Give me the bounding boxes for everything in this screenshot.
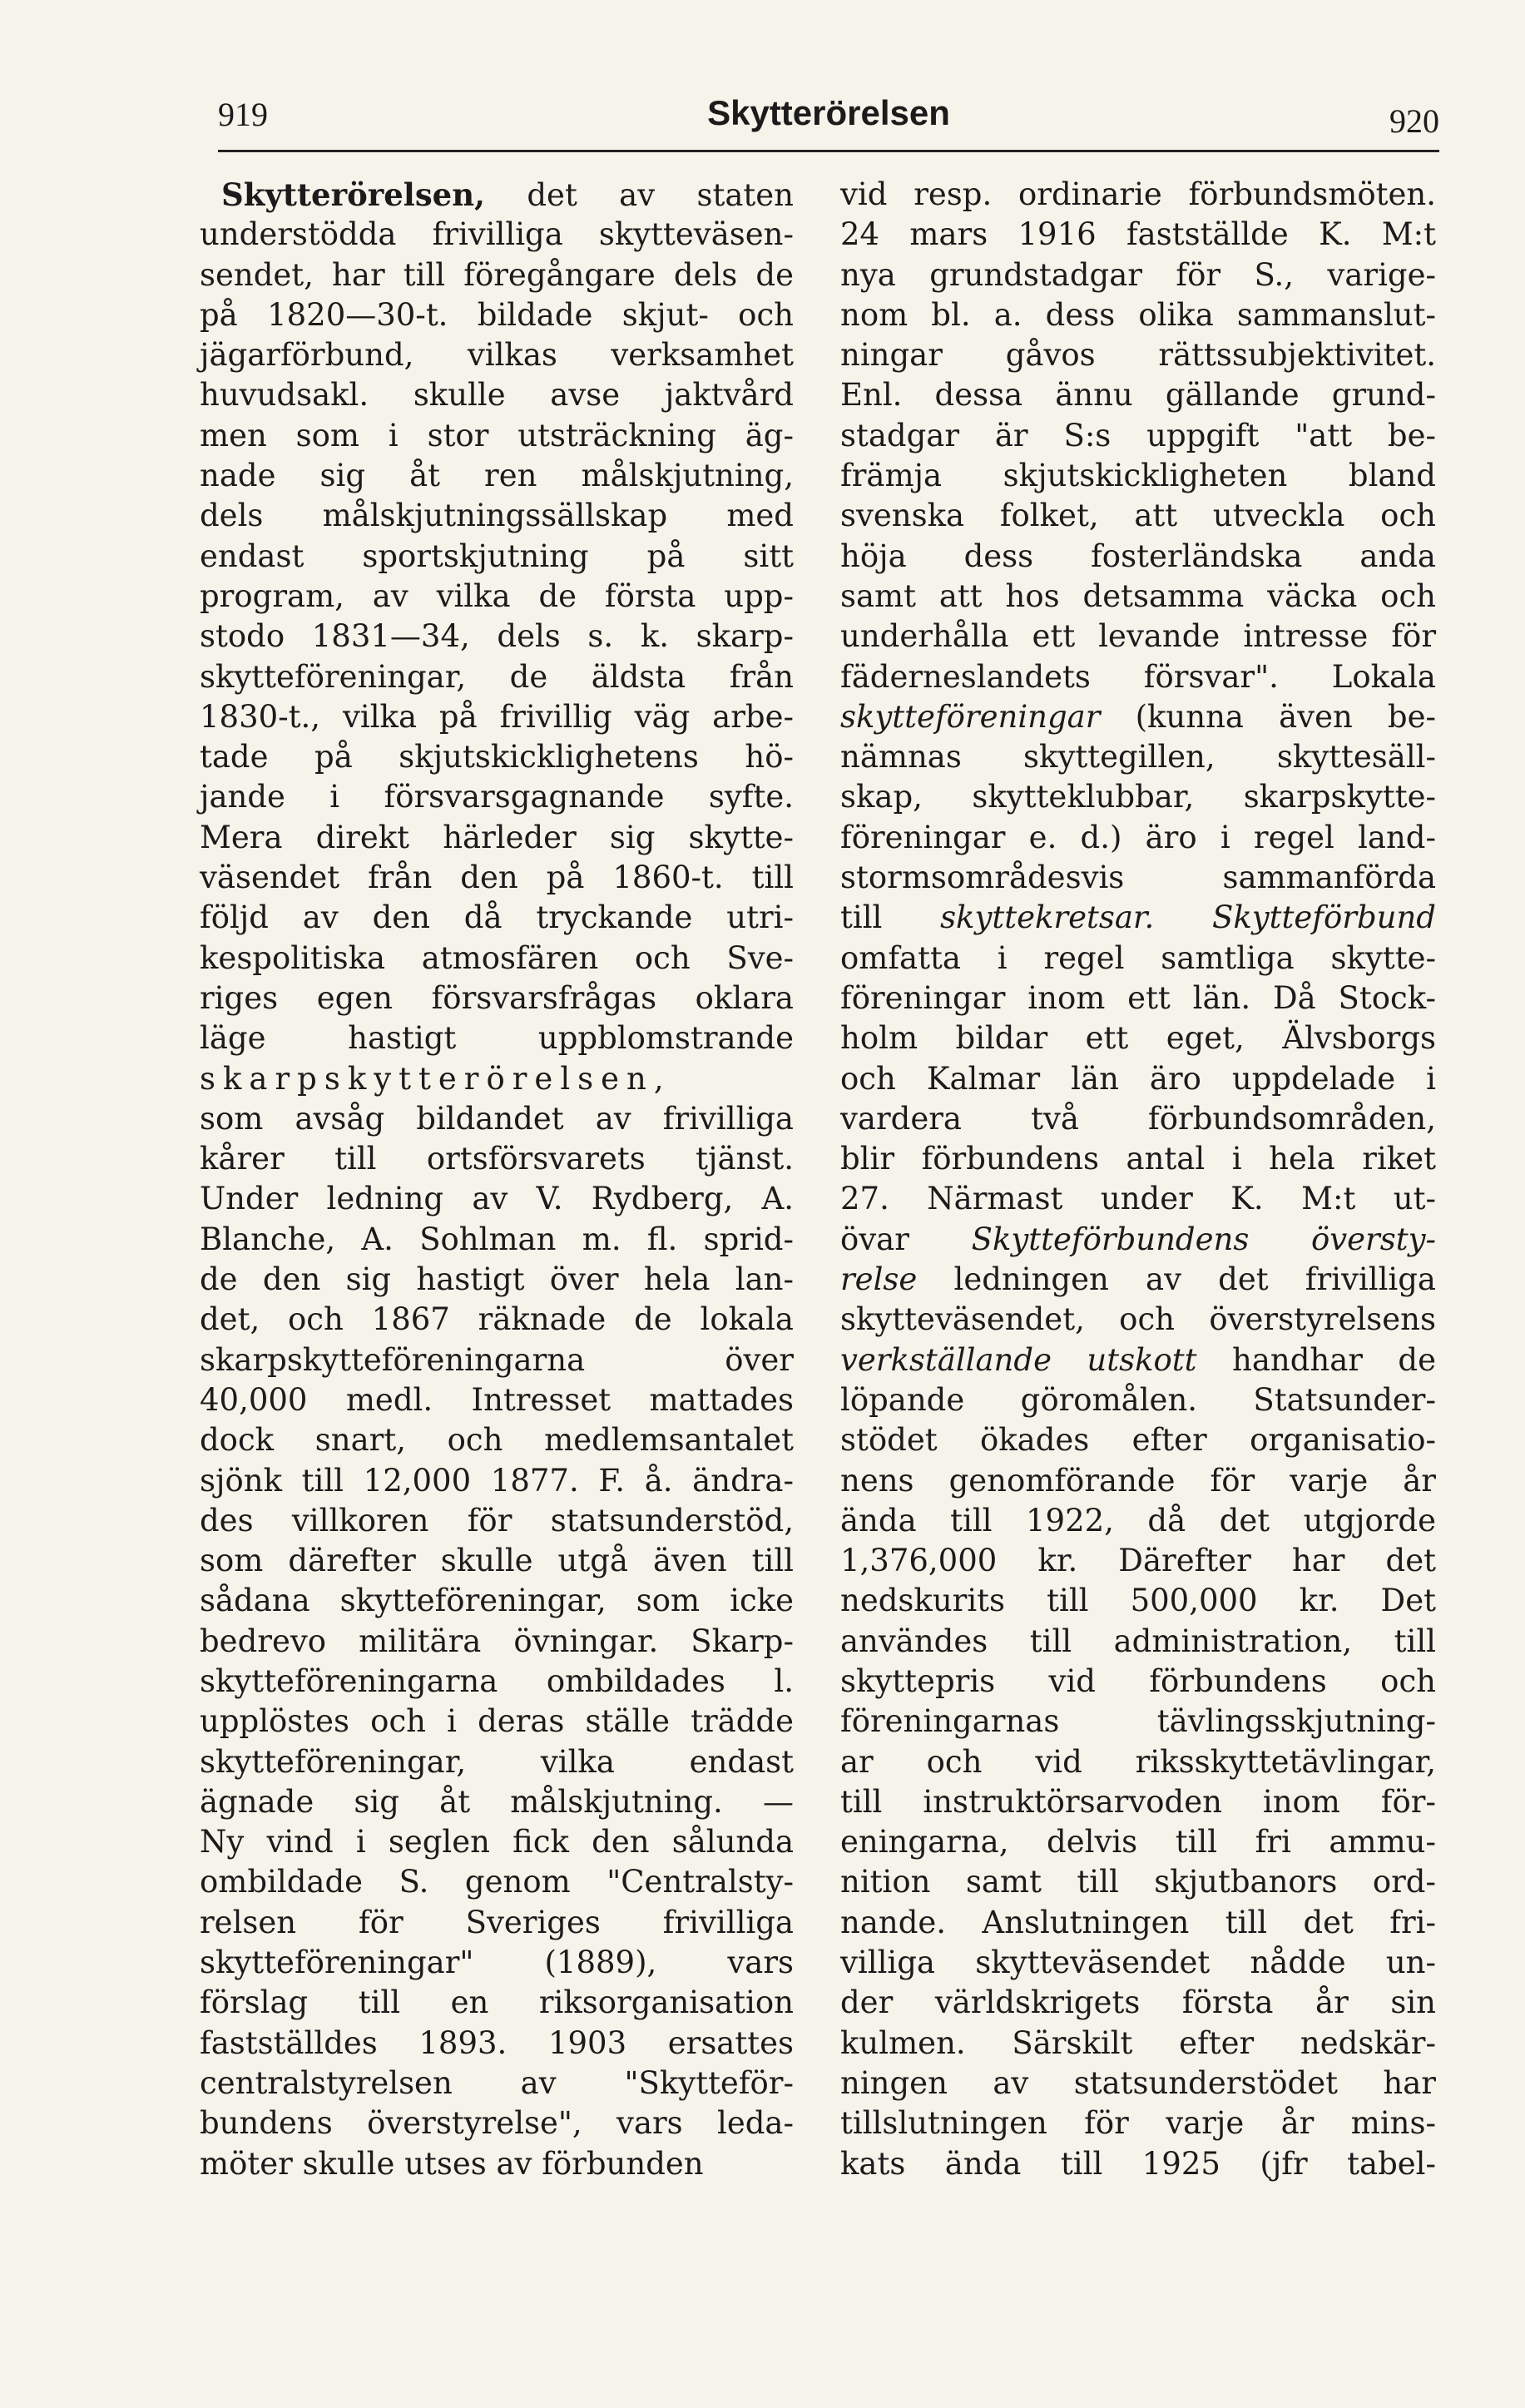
text-line: skytteväsendet, och överstyrelsens <box>840 1301 1436 1338</box>
text-line: svenska folket, att utveckla och <box>840 498 1436 534</box>
text-line: till skyttekretsar. Skytteförbund <box>840 899 1436 936</box>
text-line: kårer till ortsförsvarets tjänst. <box>200 1141 794 1177</box>
text-line: understödda frivilliga skytteväsen- <box>200 216 794 253</box>
header-rule <box>218 150 1439 152</box>
text-line: det, och 1867 räknade de lokala <box>200 1301 794 1338</box>
text-line: nom bl. a. dess olika sammanslut- <box>840 296 1436 333</box>
italic-term: verkställande utskott <box>840 1341 1197 1378</box>
text-line: fäderneslandets försvar". Lokala <box>840 658 1436 695</box>
italic-term: Skytteförbund <box>1212 899 1436 936</box>
text-line: skap, skytteklubbar, skarpskytte- <box>840 779 1436 815</box>
text-line: nya grundstadgar för S., varige- <box>840 256 1436 293</box>
text-line: underhålla ett levande intresse för <box>840 618 1436 655</box>
text-line: skarpskytterörelsen, <box>200 1060 671 1097</box>
text-line: nition samt till skjutbanors ord- <box>840 1864 1436 1900</box>
text-line: nande. Anslutningen till det fri- <box>840 1904 1436 1940</box>
italic-term: skyttekretsar. <box>940 899 1155 936</box>
text-line: sendet, har till föregångare dels de <box>200 256 794 293</box>
text-line: tade på skjutskicklighetens hö- <box>200 739 794 775</box>
italic-term: relse <box>840 1261 918 1298</box>
text-line: 1,376,000 kr. Därefter har det <box>840 1543 1436 1579</box>
text-line: omfatta i regel samtliga skytte- <box>840 939 1436 976</box>
text-line: följd av den då tryckande utri- <box>200 899 794 936</box>
text-line: fastställdes 1893. 1903 ersattes <box>200 2024 794 2061</box>
text-line: skytteföreningar (kunna även be- <box>840 698 1437 735</box>
text-line: som därefter skulle utgå även till <box>200 1543 794 1579</box>
text-line: skytteföreningar, de äldsta från <box>200 658 794 695</box>
text-line: stodo 1831—34, dels s. k. skarp- <box>200 618 794 655</box>
text-line: nämnas skyttegillen, skyttesäll- <box>840 739 1436 775</box>
text-line: de den sig hastigt över hela lan- <box>200 1261 794 1298</box>
text-line: jande i försvarsgagnande syfte. <box>200 779 794 815</box>
text-line: sådana skytteföreningar, som icke <box>200 1583 794 1619</box>
text-line: skytteföreningarna ombildades l. <box>200 1662 794 1699</box>
text-line: främja skjutskickligheten bland <box>840 458 1436 494</box>
text-line: riges egen försvarsfrågas oklara <box>200 979 794 1016</box>
text-line: på 1820—30-t. bildade skjut- och <box>200 296 794 333</box>
text-line: till instruktörsarvoden inom för- <box>840 1783 1436 1820</box>
text-line: Enl. dessa ännu gällande grund- <box>840 377 1436 414</box>
text-line: förslag till en riksorganisation <box>200 1984 794 2021</box>
text-line: Ny vind i seglen fick den sålunda <box>200 1824 794 1861</box>
text-line: läge hastigt uppblomstrande <box>200 1020 794 1057</box>
left-column <box>200 175 794 2184</box>
text-line: löpande göromålen. Statsunder- <box>840 1381 1436 1418</box>
italic-term: Skytteförbundens översty- <box>971 1221 1436 1257</box>
text-line: ningar gåvos rättssubjektivitet. <box>840 337 1436 374</box>
text-line: användes till administration, till <box>840 1623 1436 1659</box>
text-line: endast sportskjutning på sitt <box>200 538 794 574</box>
text-line: centralstyrelsen av "Skytteför- <box>200 2064 794 2101</box>
text-line: möter skulle utses av förbunden <box>200 2145 704 2182</box>
text-line: ar och vid riksskyttetävlingar, <box>840 1743 1436 1780</box>
text-line: övar Skytteförbundens översty- <box>840 1221 1436 1257</box>
text-line: höja dess fosterländska anda <box>840 538 1436 574</box>
text-line: 40,000 medl. Intresset mattades <box>200 1381 794 1418</box>
text-line: Mera direkt härleder sig skytte- <box>200 819 794 855</box>
italic-term: skytteföreningar <box>840 698 1101 735</box>
text-line: bedrevo militära övningar. Skarp- <box>200 1623 794 1659</box>
text-line: nens genomförande för varje år <box>840 1462 1436 1499</box>
text-line: kulmen. Särskilt efter nedskär- <box>840 2024 1436 2061</box>
text-line: som avsåg bildandet av frivilliga <box>200 1100 794 1137</box>
text-line: skytteföreningar" (1889), vars <box>200 1945 794 1981</box>
text-line: relsen för Sveriges frivilliga <box>200 1904 794 1940</box>
page-header <box>218 83 1439 150</box>
text-line: skyttepris vid förbundens och <box>840 1662 1436 1699</box>
text-line: program, av vilka de första upp- <box>200 577 794 614</box>
text-line: dock snart, och medlemsantalet <box>200 1422 794 1459</box>
text-line: huvudsakl. skulle avse jaktvård <box>200 377 794 414</box>
text-line: dels målskjutningssällskap med <box>200 498 794 534</box>
text-line: nedskurits till 500,000 kr. Det <box>840 1583 1436 1619</box>
text-line: der världskrigets första år sin <box>840 1984 1436 2021</box>
text-line: Under ledning av V. Rydberg, A. <box>200 1181 794 1217</box>
text-line: föreningarnas tävlingsskjutning- <box>840 1703 1436 1740</box>
text-line: samt att hos detsamma väcka och <box>840 577 1436 614</box>
text-line: 27. Närmast under K. M:t ut- <box>840 1181 1436 1217</box>
text-line: villiga skytteväsendet nådde un- <box>840 1945 1436 1981</box>
text-line: verkställande utskott handhar de <box>840 1341 1436 1378</box>
text-line: föreningar inom ett län. Då Stock- <box>840 979 1436 1016</box>
text-line: stödet ökades efter organisatio- <box>840 1422 1436 1459</box>
text-line: tillslutningen för varje år mins- <box>840 2105 1436 2142</box>
text-line: relse ledningen av det frivilliga <box>840 1261 1436 1298</box>
text-line: skytteföreningar, vilka endast <box>200 1743 794 1780</box>
text-line: blir förbundens antal i hela riket <box>840 1141 1436 1177</box>
text-line: 24 mars 1916 fastställde K. M:t <box>840 216 1436 253</box>
text-line: ningen av statsunderstödet har <box>840 2064 1436 2101</box>
text-line: men som i stor utsträckning äg- <box>200 417 794 453</box>
text-line: upplöstes och i deras ställe trädde <box>200 1703 794 1740</box>
text-line: ägnade sig åt målskjutning. — <box>200 1783 794 1820</box>
text-line: stadgar är S:s uppgift "att be- <box>840 417 1436 453</box>
page-number-left: 919 <box>218 96 268 133</box>
text-line: des villkoren för statsunderstöd, <box>200 1502 794 1538</box>
running-title: Skytterörelsen <box>707 93 950 132</box>
text-line: sjönk till 12,000 1877. F. å. ändra- <box>200 1462 794 1499</box>
text-line: bundens överstyrelse", vars leda- <box>200 2105 794 2142</box>
text-line: holm bildar ett eget, Älvsborgs <box>840 1020 1436 1057</box>
text-line: ända till 1922, då det utgjorde <box>840 1502 1436 1538</box>
text-line: eningarna, delvis till fri ammu- <box>840 1824 1436 1861</box>
text-line: kespolitiska atmosfären och Sve- <box>200 939 794 976</box>
page-number-right: 920 <box>1389 102 1439 140</box>
text-line: nade sig åt ren målskjutning, <box>200 458 794 494</box>
text-line: Skytterörelsen, det av staten <box>221 176 794 213</box>
text-line: föreningar e. d.) äro i regel land- <box>840 819 1436 855</box>
headword: Skytterörelsen, <box>221 176 485 213</box>
text-line: 1830-t., vilka på frivillig väg arbe- <box>200 698 794 735</box>
text-line: Blanche, A. Sohlman m. fl. sprid- <box>200 1221 794 1257</box>
text-line: skarpskytteföreningarna över <box>200 1341 794 1378</box>
text-line: vid resp. ordinarie förbundsmöten. <box>840 176 1436 212</box>
text-line: och Kalmar län äro uppdelade i <box>840 1060 1436 1097</box>
text-line: väsendet från den på 1860-t. till <box>200 860 794 896</box>
text-line: jägarförbund, vilkas verksamhet <box>200 337 794 374</box>
text-line: kats ända till 1925 (jfr tabel- <box>840 2145 1436 2182</box>
text-line: ombildade S. genom "Centralsty- <box>200 1864 794 1900</box>
text-line: stormsområdesvis sammanförda <box>840 860 1436 896</box>
text-line: vardera två förbundsområden, <box>840 1100 1436 1137</box>
right-column <box>840 175 1436 2184</box>
